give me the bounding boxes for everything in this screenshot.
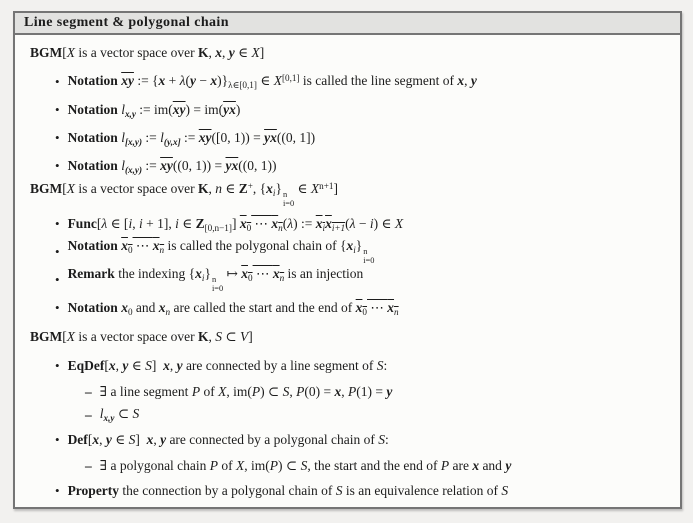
stacked-limits: n i=0 [211,275,224,294]
bullet-icon: • [55,158,60,173]
document-panel [13,11,682,509]
bullet-icon: • [55,483,60,498]
line-content: BGM[X is a vector space over K, n ∈ Z+, $\{x_i\}$ n i=0 ∈ $X^{n+1}$] [30,181,339,209]
stacked-limits: n i=0 [363,247,375,266]
line-content: Notation $x_0$ ⋯ $x_n$ is called the polygonal chain of $\{x_i\}$ n i=0 [67,238,375,266]
bullet-item [25,238,672,266]
line-content: Def[x, y ∈ S] x, y are connected by a polygonal chain of S: [67,432,389,447]
bullet-icon: • [55,102,60,117]
overline-expression: $x_ix_{i+1}$ [315,215,346,233]
line-content: Property the connection by a polygonal chain of S is an equivalence relation of S [67,483,509,498]
overline-expression: $x_0$ ⋯ $x_n$ [241,266,285,284]
bullet-icon: • [55,74,60,89]
line-content: BGM[X is a vector space over K, x, y ∈ X] [30,45,265,60]
overline-expression: $\overline{xy}$ [160,157,173,173]
page-title: Line segment & polygonal chain [24,15,229,30]
overline-expression: $x_0$ ⋯ $x_n$ [239,215,283,233]
line-content: Notation $\overline{xy}$ := $\{x + \lambda(y - x)\}_{\lambda\in[0,1]}$ ∈ X[0,1] is called the line segment of x, y [67,73,477,90]
overline-expression: $x_0$ ⋯ $x_n$ [121,238,165,256]
line-content: Notation $l_{x,y}$ := $im(\overline{xy}) = im(\overline{yx})$ [67,101,241,119]
bullet-item [25,210,672,238]
dash-icon: – [85,383,92,399]
line-content: Notation $l_{(x,y)}$ := $\overline{xy}((0$, $1)) = \overline{yx}((0$, 1)) [67,157,277,175]
bullet-item [25,294,672,322]
document-title-bar [15,13,680,35]
line-content: ∃ a polygonal chain P of X, im(P) ⊂ S, the start and the end of P are x and y [99,457,512,473]
bullet-item [25,266,672,294]
overline-expression: $\overline{xy}$ [198,129,212,145]
dash-icon: – [85,406,92,422]
line-content: BGM[X is a vector space over K, S ⊂ V] [30,329,253,344]
overline-expression: $\overline{yx}$ [223,101,236,117]
overline-expression: $\overline{yx}$ [225,157,239,173]
section-header [25,38,672,68]
section-header [25,322,672,352]
line-content: Notation $x_0$ and $x_n$ are called the start and the end of $x_0$ ⋯ $x_n$ [67,299,399,317]
bullet-icon: • [55,216,60,231]
line-content: EqDef[x, y ∈ S] x, y are connected by a line segment of S: [67,358,388,373]
sub-item [25,454,672,477]
stacked-limits: n i=0 [282,190,295,209]
line-content: ∃ a line segment P of X, im(P) ⊂ S, P(0) = x, P(1) = y [99,383,393,399]
document-body [15,35,680,505]
overline-expression: $\overline{xy}$ [121,73,134,89]
sub-item [25,380,672,403]
bullet-icon: • [55,358,60,373]
bullet-item [25,426,672,454]
overline-expression: $\overline{yx}$ [264,129,277,145]
bullet-item [25,124,672,152]
bullet-icon: • [55,244,60,259]
bullet-icon: • [55,130,60,145]
bullet-icon: • [55,272,60,287]
section-header [25,180,672,210]
bullet-item [25,96,672,124]
overline-expression: $x_0$ ⋯ $x_n$ [355,299,399,317]
bullet-icon: • [55,300,60,315]
bullet-icon: • [55,432,60,447]
bullet-item [25,477,672,505]
bullet-item [25,152,672,180]
bullet-item [25,68,672,96]
line-content: $l_{x,y}$ ⊂ S [99,406,140,423]
bullet-item [25,352,672,380]
dash-icon: – [85,457,92,473]
line-content: Func[λ ∈ [i, i + 1], i ∈ $Z_{[0,n-1]}$] $x_0$ ⋯ $x_n(\lambda)$ := $x_ix_{i+1}(\lambda - i)$ ∈ X [67,215,404,233]
line-content: Remark the indexing $\{x_i\}$ n i=0 ↦ $x_0$ ⋯ $x_n$ is an injection [67,266,364,294]
sub-item [25,403,672,426]
overline-expression: $\overline{xy}$ [172,101,186,117]
line-content: Notation $l_{[x,y)}$ := $l_{(y,x]}$ := $\overline{xy}([0$, $1)) = \overline{yx}((0$, 1]) [67,129,316,147]
